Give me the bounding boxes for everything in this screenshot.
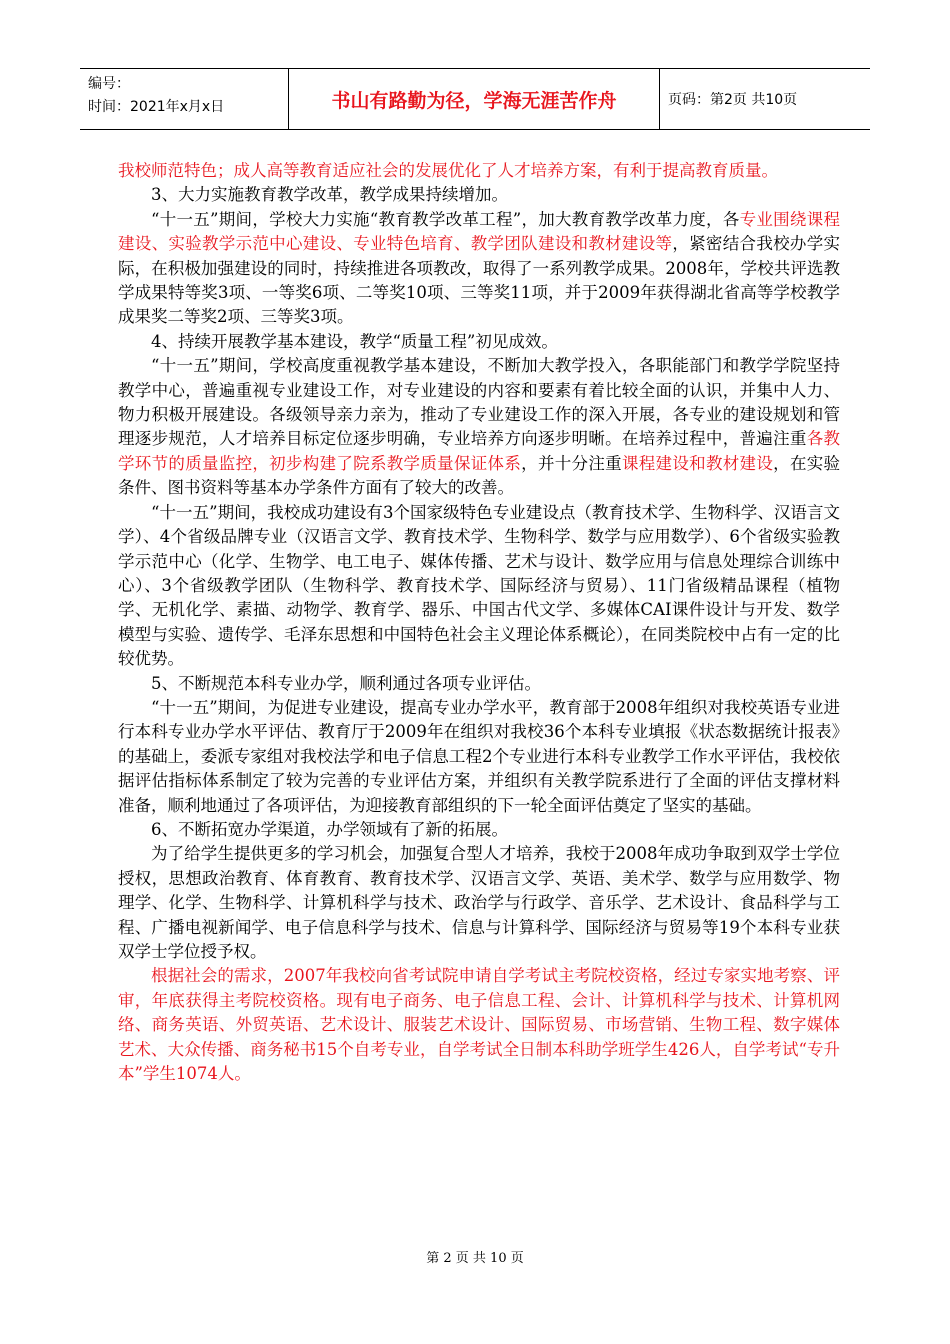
page-footer: 第 2 页 共 10 页 [426, 1251, 524, 1266]
section-heading: 6、不断拓宽办学渠道，办学领域有了新的拓展。 [151, 819, 508, 839]
header-meta [80, 69, 288, 129]
paragraph: 我校师范特色；成人高等教育适应社会的发展优化了人才培养方案，有利于提高教育质量。 [118, 161, 778, 180]
document-number: 编号： [88, 76, 130, 92]
document-body [118, 159, 840, 1086]
highlight-text: 课程建设和教材建设 [621, 453, 774, 473]
paragraph: “十一五”期间，学校高度重视教学基本建设，不断加大教学投入，各职能部门和教学学院坚持教学中心，普遍重视专业建设工作，对专业建设的内容和要素有着比较全面的认识，并集中人力、物力积极开展建设。各级领导亲力亲为，推动了专业建设工作的深入开展，各专业的建设规划和管理逐步规范，人才培养目标定位逐步明确，专业培养方向逐步明晰。在培养过程中，普遍注重各教学环节的质量监控，初步构建了院系教学质量保证体系，并十分注重课程建设和教材建设，在实验条件、图书资料等基本办学条件方面有了较大的改善。 [118, 356, 841, 498]
section-heading: 5、不断规范本科专业办学，顺利通过各项专业评估。 [151, 673, 541, 693]
highlight-text: 专业围绕课程建设、实验教学示范中心建设、专业特色培育、教学团队建设和教材建设等 [118, 209, 840, 254]
paragraph: “十一五”期间，学校大力实施“教育教学改革工程”，加大教育教学改革力度，各专业围绕课程建设、实验教学示范中心建设、专业特色培育、教学团队建设和教材建设等，紧密结合我校办学实际，在积极加强建设的同时，持续推进各项教改，取得了一系列教学成果。2008年，学校共评选教学成果特等奖3项、一等奖6项、二等奖10项、三等奖11项，并于2009年获得湖北省高等学校教学成果奖二等奖2项、三等奖3项。 [118, 209, 841, 327]
highlight-text: 各教学环节的质量监控，初步构建了院系教学质量保证体系 [118, 429, 841, 473]
page-header [80, 68, 870, 130]
header-motto: 书山有路勤为径，学海无涯苦作舟 [288, 69, 660, 129]
paragraph: “十一五”期间，为促进专业建设，提高专业办学水平，教育部于2008年组织对我校英语专业进行本科专业办学水平评估、教育厅于2009年在组织对我校36个本科专业填报《状态数据统计报表》的基础上，委派专家组对我校法学和电子信息工程2个专业进行本科专业教学工作水平评估，我校依据评估指标体系制定了较为完善的专业评估方案，并组织有关教学院系进行了全面的评估支撑材料准备，顺利地通过了各项评估，为迎接教育部组织的下一轮全面评估奠定了坚实的基础。 [118, 697, 840, 815]
section-heading: 3、大力实施教育教学改革，教学成果持续增加。 [151, 185, 508, 205]
paragraph: 根据社会的需求，2007年我校向省考试院申请自学考试主考院校资格，经过专家实地考察、评审，年底获得主考院校资格。现有电子商务、电子信息工程、会计、计算机科学与技术、计算机网络、商务英语、外贸英语、艺术设计、服装艺术设计、国际贸易、市场营销、生物工程、数字媒体艺术、大众传播、商务秘书15个自考专业，自学考试全日制本科助学班学生426人，自学考试“专升本”学生1074人。 [118, 966, 840, 1084]
document-date: 时间：2021年x月x日 [88, 99, 225, 115]
paragraph: “十一五”期间，我校成功建设有3个国家级特色专业建设点（教育技术学、生物科学、汉语言文学）、4个省级品牌专业（汉语言文学、教育技术学、生物科学、数学与应用数学）、6个省级实验教学示范中心（化学、生物学、电工电子、媒体传播、艺术与设计、数学应用与信息处理综合训练中心）、3个省级教学团队（生物科学、教育技术学、国际经济与贸易）、11门省级精品课程（植物学、无机化学、素描、动物学、教育学、器乐、中国古代文学、多媒体CAI课件设计与开发、数学模型与实验、遗传学、毛泽东思想和中国特色社会主义理论体系概论），在同类院校中占有一定的比较优势。 [118, 502, 840, 669]
header-page-number: 页码：第2页 共10页 [668, 92, 798, 108]
section-heading: 4、持续开展教学基本建设，教学“质量工程”初见成效。 [151, 331, 558, 351]
paragraph: 为了给学生提供更多的学习机会，加强复合型人才培养，我校于2008年成功争取到双学士学位授权，思想政治教育、体育教育、教育技术学、汉语言文学、英语、美术学、数学与应用数学、物理学、化学、生物科学、计算机科学与技术、政治学与行政学、音乐学、艺术设计、食品科学与工程、广播电视新闻学、电子信息科学与技术、信息与计算科学、国际经济与贸易等19个本科专业获双学士学位授予权。 [118, 844, 840, 961]
